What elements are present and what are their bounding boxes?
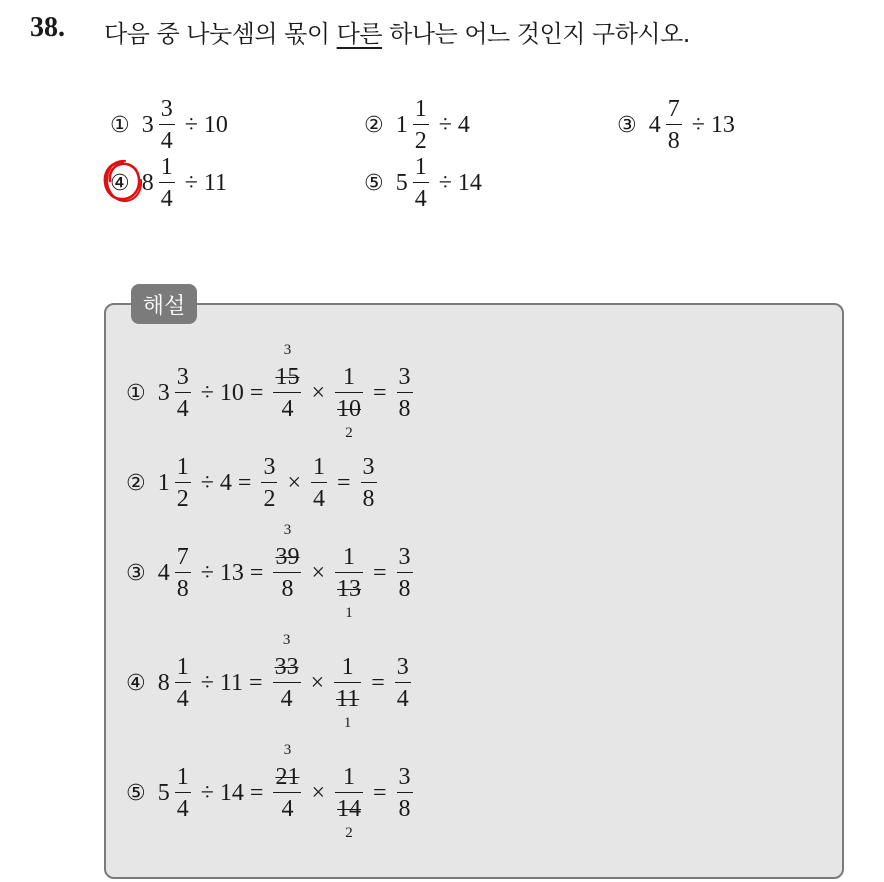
solution-improper-fraction-numerator-struck: 15 xyxy=(275,364,300,390)
solution-divisor: 4 xyxy=(219,469,232,496)
solution-line-1 xyxy=(126,342,417,442)
solution-equals: = xyxy=(249,379,264,406)
solution-badge: 해설 xyxy=(131,284,197,324)
solution-equals: = xyxy=(371,669,385,696)
choice-whole: 5 xyxy=(395,169,408,196)
solution-improper-fraction-denominator: 4 xyxy=(281,396,294,423)
choice-operator: ÷ xyxy=(184,169,198,196)
solution-label: ① xyxy=(126,380,146,406)
solution-improper-fraction-numerator xyxy=(273,342,301,392)
question-text-after: 하나는 어느 것인지 구하시오. xyxy=(382,20,690,48)
solution-whole: 3 xyxy=(157,379,170,406)
choice-fraction-numerator: 7 xyxy=(667,96,680,122)
answer-mark-circle-icon xyxy=(101,158,143,204)
solution-improper-fraction-numerator-struck: 33 xyxy=(274,654,299,680)
solution-result-fraction-numerator: 3 xyxy=(398,764,411,790)
solution-times: × xyxy=(287,469,301,496)
solution-result-fraction-numerator: 3 xyxy=(396,654,409,680)
solution-reciprocal-fraction xyxy=(335,544,363,622)
solution-mixed-fraction-denominator: 4 xyxy=(176,686,189,713)
solution-reciprocal-fraction xyxy=(311,455,327,511)
solution-result-fraction xyxy=(397,545,413,601)
choice-fraction-denominator: 8 xyxy=(667,128,680,155)
solution-divisor: 13 xyxy=(219,559,244,586)
solution-mixed-fraction xyxy=(175,765,191,821)
solution-label: ⑤ xyxy=(126,780,146,806)
solution-improper-fraction xyxy=(261,455,277,511)
choice-3 xyxy=(617,97,735,153)
solution-improper-fraction-numerator-reduced: 3 xyxy=(283,742,292,758)
choice-divisor: 10 xyxy=(203,111,228,138)
solution-result-fraction-numerator: 3 xyxy=(398,544,411,570)
choice-label: ⑤ xyxy=(364,170,384,196)
solution-reciprocal-fraction-numerator: 1 xyxy=(341,654,354,680)
solution-reciprocal-fraction xyxy=(335,364,363,442)
solution-improper-fraction-denominator: 4 xyxy=(281,796,294,823)
solution-equals: = xyxy=(249,779,264,806)
choice-whole: 3 xyxy=(141,111,154,138)
choice-fraction-numerator: 1 xyxy=(414,154,427,180)
solution-result-fraction xyxy=(395,655,411,711)
solution-mixed-fraction xyxy=(175,455,191,511)
solution-mixed-fraction-denominator: 2 xyxy=(176,486,189,513)
solution-mixed-fraction xyxy=(175,545,191,601)
solution-times: × xyxy=(311,379,325,406)
solution-result-fraction-numerator: 3 xyxy=(362,454,375,480)
solution-times: × xyxy=(311,559,325,586)
solution-improper-fraction-numerator-struck: 39 xyxy=(275,544,300,570)
question-number: 38. xyxy=(30,12,65,43)
choice-fraction xyxy=(413,97,429,153)
solution-improper-fraction-numerator-reduced: 3 xyxy=(282,632,291,648)
solution-result-fraction-denominator: 8 xyxy=(362,486,375,513)
solution-result-fraction-numerator: 3 xyxy=(398,364,411,390)
solution-mixed-fraction-numerator: 1 xyxy=(176,764,189,790)
solution-improper-fraction-numerator: 3 xyxy=(263,454,276,480)
solution-reciprocal-fraction-denominator-reduced: 1 xyxy=(343,715,352,732)
solution-mixed-fraction-numerator: 1 xyxy=(176,654,189,680)
solution-reciprocal-fraction-denominator-struck: 10 xyxy=(337,396,361,423)
solution-reciprocal-fraction-denominator xyxy=(334,683,361,732)
solution-reciprocal-fraction-denominator-struck: 14 xyxy=(337,796,361,823)
solution-reciprocal-fraction-denominator xyxy=(335,793,363,842)
choice-fraction xyxy=(159,97,175,153)
choice-label: ④ xyxy=(110,170,130,196)
solution-equals: = xyxy=(373,779,387,806)
choice-fraction-denominator: 4 xyxy=(160,128,173,155)
solution-reciprocal-fraction-denominator-struck: 11 xyxy=(336,686,360,713)
solution-improper-fraction xyxy=(273,342,301,423)
solution-equals: = xyxy=(373,379,387,406)
solution-mixed-fraction-numerator: 7 xyxy=(176,544,189,570)
question-text-underlined: 다른 xyxy=(336,20,383,48)
choice-operator: ÷ xyxy=(438,169,452,196)
choice-fraction-denominator: 2 xyxy=(414,128,427,155)
solution-improper-fraction-numerator xyxy=(273,632,301,682)
solution-divide: ÷ xyxy=(200,559,214,586)
solution-reciprocal-fraction xyxy=(335,764,363,842)
choice-label: ③ xyxy=(617,112,637,138)
solution-equals: = xyxy=(249,669,263,696)
solution-improper-fraction-numerator xyxy=(273,742,301,792)
choice-label: ② xyxy=(364,112,384,138)
solution-divisor: 14 xyxy=(219,779,244,806)
choice-fraction-denominator: 4 xyxy=(414,186,427,213)
solution-divide: ÷ xyxy=(200,379,214,406)
solution-divide: ÷ xyxy=(200,779,214,806)
choice-whole: 1 xyxy=(395,111,408,138)
solution-improper-fraction-numerator-struck: 21 xyxy=(275,764,300,790)
solution-improper-fraction-numerator-reduced: 3 xyxy=(283,522,292,538)
solution-mixed-fraction-denominator: 4 xyxy=(176,396,189,423)
solution-reciprocal-fraction-numerator: 1 xyxy=(343,764,355,790)
choice-label: ① xyxy=(110,112,130,138)
solution-times: × xyxy=(310,669,325,696)
solution-mixed-fraction xyxy=(175,655,191,711)
choice-5 xyxy=(364,155,482,211)
solution-reciprocal-fraction xyxy=(334,654,361,732)
solution-result-fraction-denominator: 8 xyxy=(398,396,411,423)
solution-equals: = xyxy=(337,469,351,496)
solution-divisor: 11 xyxy=(219,669,244,696)
solution-whole: 4 xyxy=(157,559,170,586)
solution-reciprocal-fraction-numerator: 1 xyxy=(313,454,325,480)
solution-reciprocal-fraction-denominator-reduced: 2 xyxy=(345,425,353,442)
choice-2 xyxy=(364,97,470,153)
solution-result-fraction-denominator: 4 xyxy=(396,686,409,713)
solution-line-4 xyxy=(126,632,415,732)
choice-whole: 8 xyxy=(141,169,154,196)
choice-fraction-numerator: 3 xyxy=(160,96,173,122)
solution-improper-fraction-denominator: 2 xyxy=(263,486,276,513)
question-text xyxy=(104,14,690,49)
solution-line-2 xyxy=(126,455,381,511)
choice-1 xyxy=(110,97,228,153)
choice-fraction xyxy=(666,97,682,153)
choice-fraction-numerator: 1 xyxy=(414,96,427,122)
solution-line-5 xyxy=(126,742,417,842)
solution-improper-fraction-denominator: 4 xyxy=(280,686,293,713)
solution-reciprocal-fraction-numerator: 1 xyxy=(343,364,355,390)
choice-fraction xyxy=(159,155,175,211)
solution-divide: ÷ xyxy=(200,669,214,696)
choice-fraction xyxy=(413,155,429,211)
choice-divisor: 4 xyxy=(457,111,470,138)
solution-label: ② xyxy=(126,470,146,496)
solution-times: × xyxy=(311,779,325,806)
choice-fraction-denominator: 4 xyxy=(160,186,173,213)
choice-operator: ÷ xyxy=(184,111,198,138)
solution-whole: 5 xyxy=(157,779,170,806)
solution-equals: = xyxy=(249,559,264,586)
solution-reciprocal-fraction-denominator-reduced: 1 xyxy=(345,605,353,622)
solution-label: ③ xyxy=(126,560,146,586)
solution-label: ④ xyxy=(126,670,146,696)
solution-whole: 1 xyxy=(157,469,170,496)
solution-reciprocal-fraction-denominator xyxy=(335,393,363,442)
solution-divisor: 10 xyxy=(219,379,244,406)
choice-operator: ÷ xyxy=(691,111,705,138)
solution-result-fraction-denominator: 8 xyxy=(398,796,411,823)
solution-divide: ÷ xyxy=(200,469,214,496)
solution-line-3 xyxy=(126,522,417,622)
solution-reciprocal-fraction-denominator-struck: 13 xyxy=(337,576,361,603)
solution-improper-fraction-numerator xyxy=(273,522,301,572)
solution-mixed-fraction-numerator: 3 xyxy=(176,364,189,390)
solution-mixed-fraction xyxy=(175,365,191,421)
choice-divisor: 13 xyxy=(710,111,735,138)
solution-reciprocal-fraction-denominator: 4 xyxy=(313,486,325,513)
solution-mixed-fraction-numerator: 1 xyxy=(176,454,189,480)
solution-equals: = xyxy=(237,469,252,496)
choice-whole: 4 xyxy=(648,111,661,138)
solution-improper-fraction xyxy=(273,522,301,603)
choice-operator: ÷ xyxy=(438,111,452,138)
solution-result-fraction xyxy=(397,365,413,421)
choice-divisor: 14 xyxy=(457,169,482,196)
solution-result-fraction-denominator: 8 xyxy=(398,576,411,603)
solution-result-fraction xyxy=(361,455,377,511)
solution-reciprocal-fraction-denominator-reduced: 2 xyxy=(345,825,353,842)
solution-improper-fraction xyxy=(273,632,301,713)
solution-result-fraction xyxy=(397,765,413,821)
solution-reciprocal-fraction-numerator: 1 xyxy=(343,544,355,570)
choice-fraction-numerator: 1 xyxy=(160,154,173,180)
solution-reciprocal-fraction-denominator xyxy=(335,573,363,622)
question-text-before: 다음 중 나눗셈의 몫이 xyxy=(104,20,337,48)
solution-whole: 8 xyxy=(157,669,170,696)
solution-improper-fraction-numerator-reduced: 3 xyxy=(283,342,292,358)
choice-divisor: 11 xyxy=(203,169,228,196)
solution-equals: = xyxy=(373,559,387,586)
solution-mixed-fraction-denominator: 4 xyxy=(176,796,189,823)
solution-improper-fraction-denominator: 8 xyxy=(281,576,294,603)
solution-mixed-fraction-denominator: 8 xyxy=(176,576,189,603)
solution-improper-fraction xyxy=(273,742,301,823)
